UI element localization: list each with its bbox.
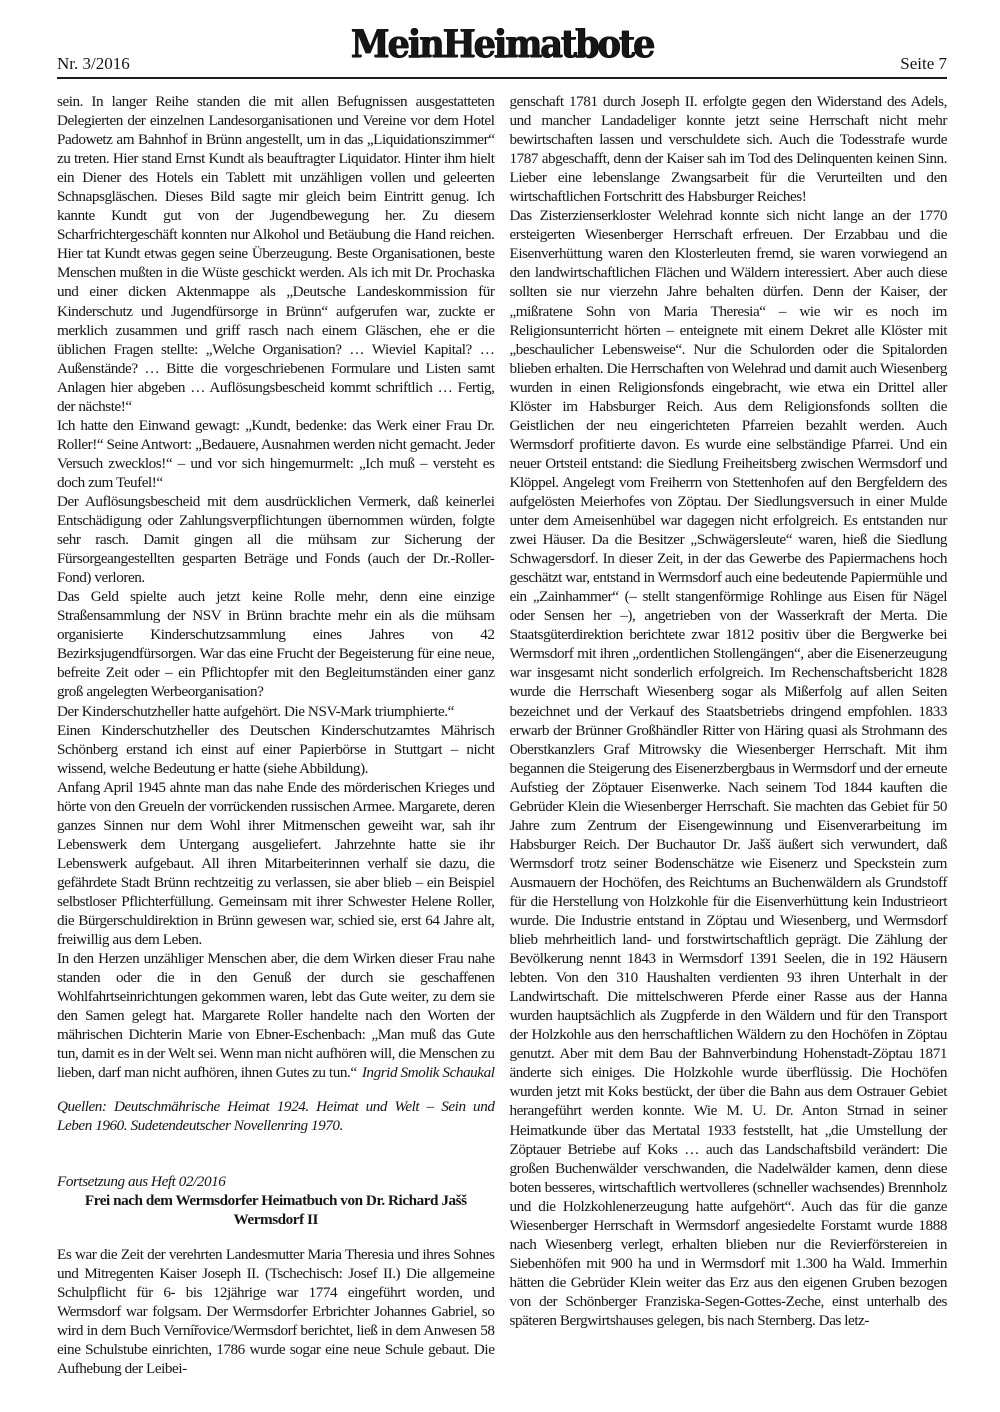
paragraph: Das Zisterzienserkloster Welehrad konnte sich nicht lange an der 1770 ersteigerten Wiesenberger Herrschaft erfreuen. Der Erzabbau und die Eisenverhüttung waren den Klosterleuten fremd, sie waren vorwiegend an den landwirtschaftlichen Flächen und Wäldern interessiert. Aber auch diese sollten sie nur vierzehn Jahre behalten dürfen. Denn der Kaiser, der „mißratene Sohn von Maria Theresia“ – wie wir es noch im Religionsunterricht hörten – enteignete mit einem Dekret alle Klöster mit „beschaulicher Lebensweise“. Nur die Schulorden oder die Spitalorden blieben erhalten. Die Herrschaften von Welehrad und damit auch Wiesenberg wurden in einen Religionsfonds eingebracht, wie etwa ein Drittel aller Klöster im Habsburger Reich. Aus dem Religionsfonds sollten die Geistlichen der neu eingerichteten Pfarreien bezahlt werden. Auch Wermsdorf profitierte davon. Es wurde eine selbständige Pfarrei. Und ein neuer Ortsteil entstand: die Siedlung Freiheitsberg zwischen Wermsdorf und Klöppel. Angelegt vom Freiherrn von Stettenhofen auf den Bergfeldern des aufgelösten Meierhofes von Zöptau. Der Siedlungsversuch in einer Mulde unter dem Ameisenhübel war dagegen nicht erfolgreich. Es entstanden nur zwei Häuser. Da die Besitzer „Schwägersleute“ waren, hieß die Siedlung Schwagersdorf. In dieser Zeit, in der das Gewerbe des Papiermachens hoch geschätzt war, entstand in Wermsdorf auch eine bedeutende Papiermühle und ein „Zainhammer“ (– stellt stangenförmige Rohlinge aus Eisen für Nägel oder Sensen her –), angetrieben von der Wasserkraft der Merta. Die Staatsgüterdirektion berichtete zwar 1812 positiv über die Bergwerke bei Wermsdorf mit ihren „ordentlichen Stollengängen“, aber die Eisenerzeugung war insgesamt nicht sonderlich erfolgreich. Im Rechenschaftsbericht 1828 wurde die Herrschaft Wiesenberg sogar als Mißerfolg auf allen Seiten bezeichnet und der Verkauf des Staatsbetriebs dringend empfohlen. 1833 erwarb der Brünner Großhändler Ritter von Häring quasi als Strohmann des Oberstkanzlers Graf Mitrowsky die Wiesenberger Herrschaft. Mit ihm begannen die Steigerung des Eisenerzbergbaus in Wermsdorf und der erneute Aufstieg der Zöptauer Eisenwerke. Nach seinem Tod 1844 kauften die Gebrüder Klein die Wiesenberger Herrschaft. Sie machten das Gebiet für 50 Jahre zum Zentrum der Eisengewinnung und Eisenverarbeitung im Habsburger Reich. Der Buchautor Dr. Jašš äußert sich verwundert, daß Wermsdorf trotz seiner Bodenschätze wie Eisenerz und Speckstein zum Ausmauern der Hochöfen, des Reichtums an Buchenwäldern als Grundstoff für die Herstellung von Holzkohle für die Eisenverhüttung kein Industrieort wurde. Die Industrie entstand in Zöptau und Wiesenberg, und Wermsdorf blieb mehrheitlich land- und forstwirtschaftlich geprägt. Die Zählung der Bevölkerung nennt 1843 in Wermsdorf 1391 Seelen, die in 192 Häusern lebten. Von den 310 Haushalten verdienten 93 ihren Unterhalt in der Landwirtschaft. Die mittelschweren Pferde einer Rasse aus der Hanna wurden hauptsächlich als Zugpferde in den Wäldern und für den Transport der Holzkohle aus den herrschaftlichen Wäldern zu den Hochöfen in Zöptau genutzt. Aber mit dem Bau der Bahnverbindung Hohenstadt-Zöptau 1871 änderte sich einiges. Die Holzkohle wurde überflüssig. Die Hochöfen wurden jetzt mit Koks bestückt, der über die Bahn aus dem Ostrauer Gebiet herangeführt werden konnte. Wie M. U. Dr. Anton Strnad in seiner Heimatkunde über das Mertatal 1933 feststellt, hat „die Umstellung der Zöptauer Betriebe auf Koks … auch das Landschaftsbild verändert: Die großen Buchenwälder verschwanden, die Nadelwälder kamen, denn diese boten besseres, wirtschaftlich wertvolleres (schneller wachsendes) Brennholz und die Holzkohlenerzeugung hatte aufgehört“. Auch das für die ganze Wiesenberger Herrschaft in Wermsdorf angesiedelte Forstamt wurde 1888 nach Wiesenberg verlegt, erhalten blieben nur die Revierförstereien in Siebenhöfen mit 900 ha und in Wermsdorf mit 1.300 ha Wald. Immerhin hätten die Gebrüder Klein weiter das Erz aus den eigenen Gruben bezogen von der Schönberger Franziska-Segen-Gottes-Zeche, einst unterhalb des späteren Bergwirtshauses gelegen, bis nach Sternberg. Das letz- [509,207,947,1329]
right-column [510,92,948,1378]
paragraph: Das Geld spielte auch jetzt keine Rolle mehr, denn eine einzige Straßensammlung der NSV in Brünn brachte mehr ein als die mühsam organisierte Kinderschutzsammlung eines Jahres von 42 Bezirksjugendfürsorgen. War das eine Frucht der Begeisterung für eine neue, befreite Zeit oder – ein Pflichtopfer mit den Begleitumständen einer ganz groß angelegten Werbeorganisation? [57,588,495,701]
paragraph: genschaft 1781 durch Joseph II. erfolgte gegen den Widerstand des Adels, und mancher Landadeliger konnte jetzt seine Herrschaft nicht mehr bewirtschaften lassen und verschuldete sich. Auch die Todesstrafe wurde 1787 abgeschafft, denn der Kaiser sah im Tod des Delinquenten keinen Sinn. Lieber eine lebenslange Zwangsarbeit für die Verurteilten und den wirtschaftlichen Fortschritt des Habsburger Reiches! [509,93,947,206]
left-column [57,92,495,1378]
paragraph: Der Auflösungsbescheid mit dem ausdrücklichen Vermerk, daß keinerlei Entschädigung oder Zahlungsverpflichtungen übernommen würden, folgte sehr rasch. Damit gingen all die mühsam zur Sicherung der Fürsorgeangestellten gesparten Beträge und Fonds (auch der Dr.-Roller-Fond) verloren. [57,492,495,587]
header-rule [57,77,947,79]
paragraph: sein. In langer Reihe standen die mit allen Befugnissen ausgestatteten Delegierten der einzelnen Landesorganisationen und Vereine vor dem Hotel Padowetz am Bahnhof in Brünn angestellt, um in das „Liquidationszimmer“ zu treten. Hier stand Ernst Kundt als beauftragter Liquidator. Hinter ihm hielt ein Diener des Hotels ein Tablett mit unzähligen vollen und geleerten Schnapsgläschen. Dieses Bild sagte mir gleich beim Eintritt genug. Ich kannte Kundt gut von der Jugendbewegung her. Zu diesem Scharfrichtergeschäft konnten nur Alkohol und Betäubung die Hand reichen. Hier tat Kundt etwas gegen seine Überzeugung. Beste Organisationen, beste Menschen mußten in die Wüste geschickt werden. Als ich mit Dr. Prochaska und einer dicken Aktenmappe als „Deutsche Landeskommission für Kinderschutz und Jugendfürsorge in Brünn“ aufgerufen war, zuckte er merklich zusammen und griff rasch nach einem Gläschen, ehe er die üblichen Fragen stellte: „Welche Organisation? … Wieviel Kapital? … Außenstände? … Bitte die vorgeschriebenen Formulare und Listen samt Anlagen hier abgeben … Auflösungsbescheid kommt schriftlich … Fertig, der nächste!“ [57,93,495,415]
author-signature: Ingrid Smolik Schaukal [361,1064,495,1082]
paragraph: Einen Kinderschutzheller des Deutschen Kinderschutzamtes Mährisch Schönberg erstand ich einst auf einer Papierbörse in Stuttgart – nicht wissend, welche Bedeutung er hatte (siehe Abbildung). [57,721,495,777]
paragraph: Der Kinderschutzheller hatte aufgehört. Die NSV-Mark triumphierte.“ [57,702,454,720]
article-title [57,1191,495,1229]
issue-number: Nr. 3/2016 [57,54,130,73]
paragraph: In den Herzen unzähliger Menschen aber, die dem Wirken dieser Frau nahe standen oder die in den Genuß der durch sie geschaffenen Wohlfahrtseinrichtungen gekommen waren, lebt das Gute weiter, zu dem sie den Samen gelegt hat. Margarete Roller handelte nach den Worten der mährischen Dichterin Marie von Ebner-Eschenbach: „Man muß das Gute tun, damit es in der Welt sei. Wenn man nicht aufhören will, die Menschen zu lieben, darf man nicht aufhören, ihnen Gutes zu tun.“ Ingrid Smolik Schaukal [57,950,495,1082]
masthead-title: MeinHeimatbote [350,22,654,68]
article-title-line1: Frei nach dem Wermsdorfer Heimatbuch von Dr. Richard Jašš [84,1191,467,1209]
article-body [57,92,947,1378]
page-header [57,22,947,76]
page-number: Seite 7 [900,54,947,73]
paragraph: Anfang April 1945 ahnte man das nahe Ende des mörderischen Krieges und hörte von den Greueln der vorrückenden russischen Armee. Margarete, deren ganzes Sinnen nur dem Wohl ihrer Mitmenschen geweiht war, sah ihr Lebenswerk dem Untergang ausgeliefert. Jahrzehnte hatte sie ihr Lebenswerk aufgebaut. All ihren Mitarbeiterinnen verhalf sie dazu, die gefährdete Stadt Brünn rechtzeitig zu verlassen, sie aber blieb – ein Beispiel selbstloser Pflichterfüllung. Gemeinsam mit ihrer Schwester Helene Roller, die Bürgerschuldirektion in Brünn gewesen war, schied sie, erst 64 Jahre alt, freiwillig aus dem Leben. [57,778,495,949]
continuation-note: Fortsetzung aus Heft 02/2016 [57,1172,226,1190]
article-title-line2: Wermsdorf II [233,1210,318,1228]
paragraph: Ich hatte den Einwand gewagt: „Kundt, bedenke: das Werk einer Frau Dr. Roller!“ Seine Antwort: „Bedauere, Ausnahmen werden nicht gemacht. Jeder Versuch zwecklos!“ – und vor sich hingemurmelt: „Ich muß – versteht es doch zum Teufel!“ [57,416,495,491]
paragraph: Es war die Zeit der verehrten Landesmutter Maria Theresia und ihres Sohnes und Mitregenten Kaiser Joseph II. (Tschechisch: Josef II.) Die allgemeine Schulpflicht für 6- bis 12jährige war 1774 eingeführt worden, und Wermsdorf war folgsam. Der Wermsdorfer Erbrichter Johannes Gabriel, so wird in dem Buch Vernířovice/Wermsdorf berichtet, ließ in dem Anwesen 58 eine Schulstube einrichten, 1786 wurde sogar eine neue Schule gebaut. Die Aufhebung der Leibei- [57,1245,495,1377]
sources-note: Quellen: Deutschmährische Heimat 1924. Heimat und Welt – Sein und Leben 1960. Sudetendeutscher Novellenring 1970. [57,1098,495,1135]
